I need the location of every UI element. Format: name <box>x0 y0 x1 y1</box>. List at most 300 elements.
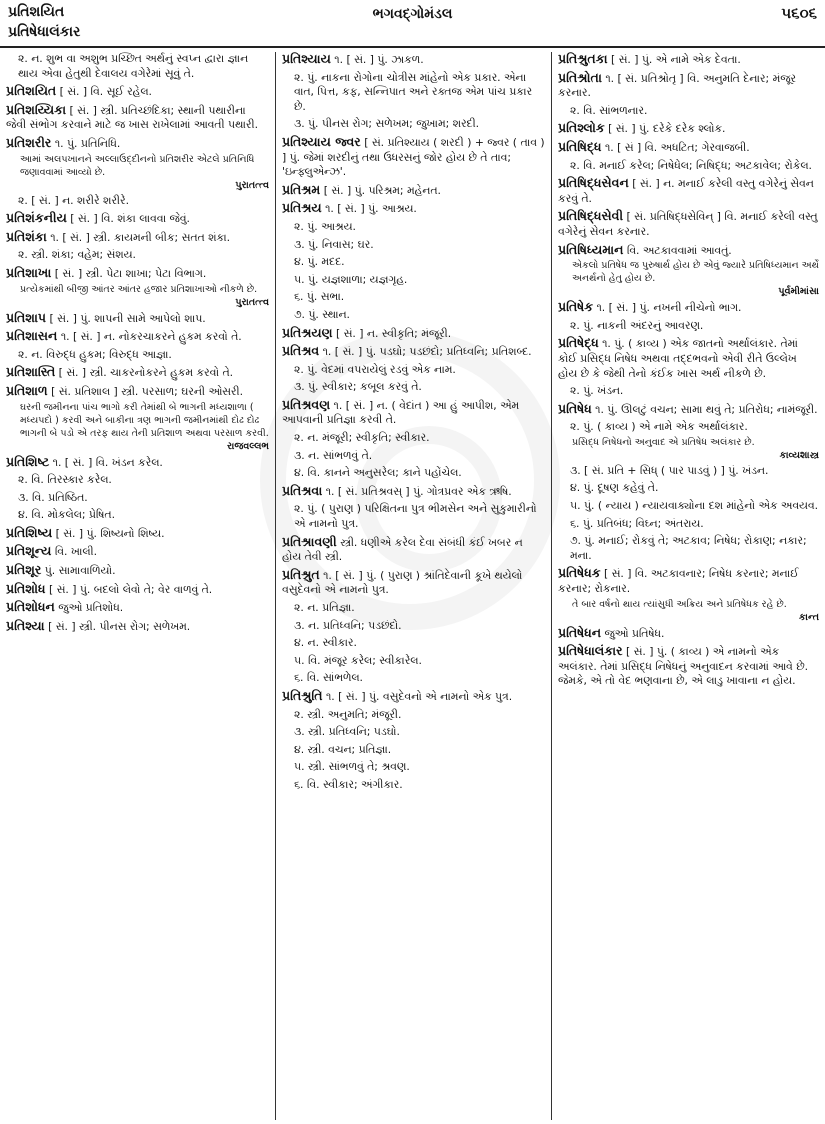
dictionary-entry <box>282 52 545 68</box>
dictionary-entry <box>6 52 269 81</box>
dictionary-entry <box>558 243 819 298</box>
definition-text: ૩. [ સં. પ્રતિ + સિધ્ ( પાર પાડવું ) ] પું. ખંડન. <box>570 463 769 477</box>
definition-text: ૧. [ સં. ] પું. નખની નીચેનો ભાગ. <box>596 301 742 315</box>
entry-definition <box>558 300 819 316</box>
dictionary-entry <box>282 778 545 793</box>
dictionary-entry <box>6 473 269 488</box>
definition-text: સ્ત્રી. ધણીએ કરેલ દેવા સંબંધી કંઈ ખબર ન હોય તેવી સ્ત્રી. <box>282 535 523 564</box>
dictionary-entry <box>558 104 819 119</box>
quotation-source: કાન્ત <box>798 611 819 623</box>
definition-text: ૧. [ સં. પ્રતિશ્રોતૃ ] વિ. અનુમતિ દેનાર; મંજૂર કરનાર. <box>558 71 796 100</box>
entry-definition <box>6 508 269 523</box>
dictionary-entry <box>558 464 819 479</box>
dictionary-entry <box>558 420 819 461</box>
definition-text: ૧. [ સં. પ્રતિશ્રવસ્ ] પું. ગોત્રપ્રવર એક ઋષિ. <box>325 484 512 498</box>
entry-definition <box>6 329 269 345</box>
entry-definition <box>6 103 269 133</box>
definition-text: ૨. પું. નાકની અંદરનું આવરણ. <box>570 318 704 332</box>
definition-text: ૩. સ્ત્રી. પ્રતિધ્વનિ; પડઘો. <box>294 725 400 739</box>
definition-text: ૨. ન. પ્રતિજ્ઞા. <box>294 601 355 614</box>
entry-headword: પ્રતિશ્યા <box>6 617 45 633</box>
dictionary-entry <box>282 636 545 651</box>
definition-text: વિ. અટકાવવામાં આવતું. <box>626 243 732 257</box>
entry-definition <box>6 348 269 363</box>
entry-headword: પ્રતિશ્રવ <box>282 343 320 359</box>
dictionary-entry <box>6 491 269 506</box>
dictionary-entry <box>282 568 545 598</box>
entry-headword: પ્રતિશ્યાય જ્વર <box>282 133 361 149</box>
entry-definition <box>6 473 269 488</box>
dictionary-entry <box>282 290 545 305</box>
definition-text: ૧. [ સં. ] પું. આશ્રય. <box>325 202 417 216</box>
entry-definition <box>282 449 545 464</box>
dictionary-entry <box>558 159 819 174</box>
dictionary-entry <box>282 398 545 428</box>
definition-text: ૫. વિ. મંજૂર કરેલ; સ્વીકારેલ. <box>294 653 422 667</box>
page-header <box>0 0 825 48</box>
dictionary-entry <box>558 176 819 206</box>
dictionary-entry <box>6 230 269 246</box>
definition-text: ૬. પું. સભા. <box>294 290 345 304</box>
entry-definition <box>282 654 545 669</box>
dictionary-entry <box>282 725 545 740</box>
definition-text: [ સં. ] ન. મનાઈ કરેલી વસ્તુ વગેરેનું સેવન કરવું તે. <box>558 177 814 205</box>
dictionary-entry <box>282 308 545 323</box>
entry-definition <box>558 464 819 479</box>
definition-text: ૧. [ સં. ] વિ. ખંડન કરેલ. <box>52 455 163 469</box>
dictionary-entry <box>6 600 269 616</box>
entry-definition <box>6 526 269 542</box>
definition-text: વિ. ખાલી. <box>54 545 98 559</box>
entry-definition <box>282 117 545 132</box>
definition-text: ૫. પું. ( ન્યાય ) ન્યાયવાક્યોના દશ માંહેનો એક અવયવ. <box>570 499 819 513</box>
definition-text: ૨. પું. વેદમાં વપરાયેલું રડવું એક નામ. <box>294 362 456 376</box>
definition-text: ૨. [ સં. ] ન. શરીરે શરીરે. <box>18 193 130 207</box>
entry-definition <box>558 209 819 239</box>
dictionary-entry <box>558 481 819 496</box>
entry-definition <box>6 600 269 616</box>
entry-definition <box>6 230 269 246</box>
dictionary-entry <box>6 329 269 345</box>
entry-definition <box>558 644 819 689</box>
quotation-source: રાજવલ્લભ <box>227 440 269 452</box>
entry-definition <box>558 481 819 496</box>
entry-definition <box>282 466 545 481</box>
entry-headword: પ્રતિષિદ્ધસેવી <box>558 208 624 224</box>
definition-text: ૩. પું. પીનસ રોગ; સળેખમ; જુખામ; શરદી. <box>294 117 480 131</box>
entry-definition <box>6 311 269 327</box>
dictionary-entry <box>6 619 269 635</box>
entry-definition <box>282 363 545 378</box>
dictionary-entry <box>282 344 545 360</box>
dictionary-entry <box>282 466 545 481</box>
entry-definition <box>558 121 819 137</box>
entry-definition <box>6 84 269 100</box>
dictionary-entry <box>6 84 269 100</box>
definition-text: ૪. વિ. મોકલેલ; પ્રેષિત. <box>18 508 116 522</box>
entry-definition <box>558 140 819 156</box>
dictionary-entry <box>282 135 545 180</box>
definition-text: [ સં. પ્રતિશ્યાય ( શરદી ) + જ્વર ( તાવ ) ] પું. જેમાં શરદીનું તથા ઉધરસનું જોર હોય છે તે તાવ; 'ઇન્ફ્લુએન્ઝ'. <box>282 135 545 179</box>
definition-text: [ સં. ] સ્ત્રી. પ્રતિચ્છંદિકા; સ્થાની પથારીના જેવી સંભોગ કરવાને માટે જ ખાસ રાખેલામાં આવતી પથારી. <box>6 103 259 132</box>
entry-quotation: તે બાર વર્ષનો થાય ત્યાંસુધી અક્રિય અને પ્રતિષેધક રહે છે. <box>572 598 787 610</box>
definition-text: ૨. સ્ત્રી. અનુમતિ; મંજૂરી. <box>294 707 402 721</box>
dictionary-entry <box>558 140 819 156</box>
dictionary-entry <box>6 544 269 560</box>
first-guide-word: પ્રતિશયિત <box>8 4 65 20</box>
definition-text: ૨. ન. મંજૂરી; સ્વીકૃતિ; સ્વીકાર. <box>294 431 430 445</box>
entry-definition <box>558 176 819 206</box>
entry-quotation: ઘરની જમીનના પાંચ ભાગો કરી તેમાંથી બે ભાગની મધ્યશાળા ( મધ્યપદો ) કરવી અને બાકીના ત્રણ ભાગની જમીનમાંથી દોઢ દોઢ ભાગની બે પડો એ તરફ થાય તેની પ્રતિશાળ અથવા પરસાળ કરવી. <box>20 401 269 439</box>
entry-definition <box>558 566 819 596</box>
entry-definition <box>282 308 545 323</box>
definition-text: ૨. પું. ( પુરાણ ) પરિક્ષિતના પુત્ર ભીમસેન અને સુકુમારીનો એ નામનો પુત્ર. <box>294 502 537 531</box>
entry-definition <box>282 743 545 758</box>
entry-headword: પ્રતિશ્રવણ <box>282 396 331 412</box>
definition-text: ૪. ન. સ્વીકાર. <box>294 636 357 650</box>
entry-definition <box>282 238 545 253</box>
definition-text: ૧. [ સં. ] સ્ત્રી. કાયમની બીક; સતત શંકા. <box>50 230 231 244</box>
dictionary-entry <box>6 194 269 209</box>
entry-definition <box>282 135 545 180</box>
dictionary-entry <box>282 689 545 705</box>
dictionary-entry <box>6 582 269 598</box>
entry-definition <box>282 708 545 723</box>
dictionary-entry <box>558 300 819 316</box>
dictionary-columns <box>0 52 825 1120</box>
definition-text: ૨. પું. ખંડન. <box>570 384 624 398</box>
definition-text: ૨. વિ. મનાઈ કરેલ; નિષેધેલ; નિષિદ્ધ; અટકાવેલ; રોકેલ. <box>570 158 812 172</box>
definition-text: ૩. વિ. પ્રતિષ્ઠિત. <box>18 490 88 504</box>
entry-definition <box>282 380 545 395</box>
entry-headword: પ્રતિશૂર <box>6 562 42 578</box>
entry-headword: પ્રતિષેધ <box>558 400 592 416</box>
entry-definition <box>282 484 545 500</box>
entry-headword: પ્રતિષેધક <box>558 565 601 581</box>
dictionary-entry <box>282 449 545 464</box>
definition-text: ૨. સ્ત્રી. શંકા; વહેમ; સંશય. <box>18 248 136 262</box>
definition-text: ૨. વિ. સાંભળનાર. <box>570 103 648 117</box>
column-3 <box>551 52 825 1120</box>
dictionary-entry <box>282 760 545 775</box>
entry-definition <box>558 534 819 563</box>
entry-headword: પ્રતિષિધ્યમાન <box>558 241 624 257</box>
definition-text: [ સં. ] પું. ( કાવ્ય ) એ નામનો એક અલંકાર. તેમાં પ્રસિદ્ધ નિષેધનું અનુવાદન કરવામાં આવે છે. જેમકે, એ તો વેદ ભણવાના છે, એ લાડુ ખાવાના ન હોય. <box>558 645 808 688</box>
dictionary-entry <box>282 183 545 199</box>
entry-headword: પ્રતિશરીર <box>6 134 52 150</box>
definition-text: [ સં. ] સ્ત્રી. પેટા શાખા; પેટા વિભાગ. <box>54 266 207 280</box>
entry-definition <box>6 266 269 282</box>
entry-definition <box>6 52 269 81</box>
entry-definition <box>6 619 269 635</box>
definition-text: ૬. પું. પ્રતિબંધ; વિઘ્ન; અંતરાય. <box>570 516 704 530</box>
dictionary-entry <box>282 273 545 288</box>
definition-text: [ સં. પ્રતિષિદ્ધસેવિન્ ] વિ. મનાઈ કરેલી વસ્તુ વગેરેનું સેવન કરનાર. <box>558 210 818 238</box>
entry-definition <box>282 273 545 288</box>
definition-text: ૫. પું. યજ્ઞશાળા; યજ્ઞગૃહ. <box>294 272 408 286</box>
definition-text: જુઓ પ્રતિષેધ. <box>604 626 665 640</box>
definition-text: ૧. [ સં. ] ન. ( વેદાંત ) આ હું આપીશ, એમ આપવાની પ્રતિજ્ઞા કરવી તે. <box>282 398 520 427</box>
entry-headword: પ્રતિશાળ <box>6 382 48 398</box>
entry-definition <box>282 535 545 565</box>
definition-text: ૧. [ સં. ] પું. ઝાકળ. <box>334 53 424 66</box>
definition-text: ૬. વિ. સ્વીકાર; અંગીકાર. <box>294 777 403 791</box>
entry-definition <box>558 336 819 381</box>
definition-text: [ સં. ] પું. શિષ્યનો શિષ્ય. <box>55 526 165 540</box>
definition-text: જુઓ પ્રતિશોધ. <box>58 601 124 615</box>
definition-text: [ સં. ] સ્ત્રી. પીનસ રોગ; સળેખમ. <box>48 619 191 633</box>
dictionary-entry <box>558 336 819 381</box>
dictionary-entry <box>558 626 819 642</box>
dictionary-entry <box>558 499 819 514</box>
entry-definition <box>282 183 545 199</box>
definition-text: ૧. [ સં. ] પું. ( પુરાણ ) શ્રાંતિદેવાની કૂખે થયેલો વસુદેવનો એ નામનો પુત્ર. <box>282 568 523 597</box>
dictionary-entry <box>6 508 269 523</box>
entry-headword: પ્રતિશિષ્ય <box>6 524 53 540</box>
entry-definition <box>282 568 545 598</box>
entry-headword: પ્રતિશ્રુતિ <box>282 687 323 703</box>
entry-quotation: એકલો પ્રતિષેધ જ પુરુષાર્થ હોય છે એવું જ્યારે પ્રતિષિધ્યમાન અર્થે અનર્થનો હેતુ હોય છે. <box>572 260 819 285</box>
definition-text: ૫. સ્ત્રી. સાંભળવું તે; શ્રવણ. <box>294 760 410 774</box>
entry-headword: પ્રતિશાખા <box>6 264 52 280</box>
entry-definition <box>282 689 545 705</box>
page-number: ૫૬૦૬ <box>781 4 817 22</box>
entry-headword: પ્રતિષિદ્ધસેવન <box>558 175 629 191</box>
entry-quotation: આમાં અલપખાનને અલ્લાઉદ્દીનનો પ્રતિશરીર એટલે પ્રતિનિધિ જણાવવામાં આવ્યો છે. <box>20 153 255 178</box>
entry-headword: પ્રતિષેક <box>558 299 594 315</box>
dictionary-entry <box>282 220 545 235</box>
dictionary-entry <box>558 209 819 239</box>
entry-definition <box>6 491 269 506</box>
definition-text: ૭. પું. મનાઈ; રોકવું તે; અટકાવ; નિષેધ; રોકાણ; નકાર; મના. <box>570 534 807 562</box>
dictionary-entry <box>6 526 269 542</box>
definition-text: ૧. પું. ઊલટું વચન; સામા થવું તે; પ્રતિરોધ; નામંજૂરી. <box>595 402 818 416</box>
entry-definition <box>282 220 545 235</box>
dictionary-entry <box>282 255 545 270</box>
entry-headword: પ્રતિશોધન <box>6 599 55 615</box>
dictionary-entry <box>282 117 545 132</box>
dictionary-entry <box>558 566 819 622</box>
entry-definition <box>282 71 545 115</box>
entry-quotation: પ્રત્યેકમાંથી બીજી આંતર આંતર હજાર પ્રતિશાખાઓ નીકળે છે. <box>20 283 258 295</box>
entry-headword: પ્રતિશ્રયણ <box>282 324 333 340</box>
definition-text: ૧. પું. પ્રતિનિધિ. <box>54 136 121 150</box>
entry-headword: પ્રતિષેધાલંકાર <box>558 643 623 659</box>
definition-text: [ સં. પ્રતિશાલ ] સ્ત્રી. પરસાળ; ઘરની ઓસરી. <box>51 384 244 398</box>
dictionary-entry <box>282 71 545 115</box>
definition-text: ૧. [ સં. ] પું. વસુદેવનો એ નામનો એક પુત્ર. <box>325 689 513 703</box>
dictionary-entry <box>6 563 269 579</box>
quotation-source: પુરાતત્ત્વ <box>235 179 269 191</box>
entry-definition <box>282 431 545 446</box>
entry-headword: પ્રતિશ્રય <box>282 200 322 216</box>
dictionary-entry <box>6 348 269 363</box>
entry-definition <box>282 52 545 68</box>
entry-definition <box>558 499 819 514</box>
definition-text: ૪. સ્ત્રી. વચન; પ્રતિજ્ઞા. <box>294 742 392 756</box>
entry-headword: પ્રતિષેદ્ધ <box>558 335 599 351</box>
definition-text: [ સં. ] પું. બદલો લેવો તે; વેર વાળવું તે. <box>48 582 213 596</box>
definition-text: ૪. પું. મદદ. <box>294 255 345 269</box>
definition-text: ૩. ન. સાંભળવું તે. <box>294 448 373 462</box>
entry-definition <box>6 365 269 381</box>
entry-definition <box>558 402 819 418</box>
definition-text: ૨. પું. નાકના રોગોના ચોત્રીસ માંહેનો એક પ્રકાર. એના વાત, પિત્ત, કફ, સન્નિપાત અને રક્તજ એમ પાંચ પ્રકાર છે. <box>294 70 533 113</box>
definition-text: ૩. પું. સ્વીકાર; કબૂલ કરવું તે. <box>294 380 422 394</box>
entry-definition <box>282 290 545 305</box>
definition-text: ૨. પું. આશ્રય. <box>294 219 356 233</box>
entry-definition <box>282 671 545 686</box>
definition-text: ૪. પું. દૂષણ કહેવું તે. <box>570 481 659 495</box>
dictionary-entry <box>558 534 819 563</box>
dictionary-entry <box>282 238 545 253</box>
entry-definition <box>558 104 819 119</box>
entry-definition <box>6 563 269 579</box>
dictionary-entry <box>558 517 819 532</box>
column-2 <box>275 52 551 1120</box>
definition-text: [ સં. ] વિ. શંકા લાવવા જેવું. <box>70 212 190 226</box>
definition-text: [ સં. ] પું. પરિશ્રમ; મહેનત. <box>323 183 441 197</box>
dictionary-entry <box>558 644 819 689</box>
entry-definition <box>558 517 819 532</box>
dictionary-entry <box>558 319 819 334</box>
dictionary-entry <box>6 248 269 263</box>
entry-headword: પ્રતિશ્રમ <box>282 181 321 197</box>
entry-definition <box>282 619 545 634</box>
definition-text: [ સં. ] પું. દરેકે દરેક શ્લોક. <box>608 122 726 136</box>
entry-headword: પ્રતિશંકા <box>6 228 47 244</box>
entry-definition <box>558 384 819 399</box>
dictionary-entry <box>282 619 545 634</box>
dictionary-entry <box>282 502 545 531</box>
dictionary-entry <box>558 384 819 399</box>
definition-text: પું. સામાવાળિયો. <box>44 564 116 578</box>
dictionary-entry <box>558 71 819 101</box>
entry-headword: પ્રતિશાસ્તિ <box>6 364 56 380</box>
entry-headword: પ્રતિશૂન્ય <box>6 543 52 559</box>
definition-text: ૩. પું. નિવાસ; ઘર. <box>294 237 374 251</box>
definition-text: [ સં. ] વિ. સૂઈ રહેલ. <box>59 85 152 99</box>
quotation-source: કાવ્યશાસ્ત્ર <box>779 449 819 461</box>
definition-text: ૧. [ સં. ] ન. નોકરચાકરને હુકમ કરવો તે. <box>60 330 242 344</box>
dictionary-entry <box>282 363 545 378</box>
entry-headword: પ્રતિશોધ <box>6 580 46 596</box>
entry-definition <box>282 502 545 531</box>
dictionary-entry <box>6 455 269 471</box>
dictionary-entry <box>282 431 545 446</box>
entry-definition <box>282 201 545 217</box>
definition-text: [ સં. ] પું. એ નામે એક દેવતા. <box>611 53 741 66</box>
dictionary-entry <box>282 380 545 395</box>
dictionary-entry <box>6 136 269 191</box>
dictionary-entry <box>282 654 545 669</box>
definition-text: [ સં. ] ન. સ્વીકૃતિ; મંજૂરી. <box>336 326 452 340</box>
dictionary-entry <box>282 201 545 217</box>
definition-text: ૬. વિ. સાંભળેલ. <box>294 671 363 685</box>
entry-headword: પ્રતિષિદ્ધ <box>558 138 602 154</box>
dictionary-entry <box>282 326 545 342</box>
dictionary-entry <box>6 103 269 133</box>
definition-text: [ સં. ] સ્ત્રી. ચાકરનોકરને હુકમ કરવો તે. <box>58 366 234 380</box>
dictionary-entry <box>6 365 269 381</box>
definition-text: ૧. [ સં. ] પું. પડઘો; પડછંદો; પ્રતિધ્વનિ; પ્રતિશબ્દ. <box>322 345 532 359</box>
entry-definition <box>282 326 545 342</box>
entry-definition <box>558 626 819 642</box>
entry-definition <box>282 601 545 616</box>
quotation-source: પૂર્વમીમાંસા <box>778 286 819 298</box>
dictionary-entry <box>282 743 545 758</box>
entry-definition <box>6 248 269 263</box>
entry-headword: પ્રતિશ્રવા <box>282 482 323 498</box>
entry-headword: પ્રતિશાપ <box>6 309 47 325</box>
definition-text: ૧. [ સં ] વિ. અધટિત; ગેરવાજબી. <box>604 140 750 154</box>
entry-definition <box>558 243 819 259</box>
definition-text: ૨. ન. વિરુદ્ધ હુકમ; વિરુદ્ધ આજ્ઞા. <box>18 347 172 361</box>
entry-definition <box>6 136 269 152</box>
dictionary-entry <box>282 484 545 500</box>
entry-definition <box>558 159 819 174</box>
entry-definition <box>282 398 545 428</box>
dictionary-entry <box>558 121 819 137</box>
entry-headword: પ્રતિશિષ્ટ <box>6 453 50 469</box>
dictionary-entry <box>6 211 269 227</box>
entry-definition <box>6 194 269 209</box>
dictionary-entry <box>282 708 545 723</box>
definition-text: ૧. પું. ( કાવ્ય ) એક જાતનો અર્થાલંકાર. તેમાં કોઈ પ્રસિદ્ધ નિષેધ અથવા તદ્દભવનો એવી રીતે ઉલ્લેખ હોય છે કે જેથી તેનો કંઈક ખાસ અર્થ નીકળે છે. <box>558 337 798 380</box>
entry-headword: પ્રતિશ્રોતા <box>558 69 602 85</box>
entry-definition <box>282 725 545 740</box>
dictionary-entry <box>282 535 545 565</box>
entry-definition <box>282 778 545 793</box>
definition-text: [ સં. ] પું. શાપની સામે આપેલો શાપ. <box>49 311 206 325</box>
definition-text: ૨. વિ. તિરસ્કાર કરેલ. <box>18 473 112 487</box>
entry-definition <box>6 455 269 471</box>
last-guide-word: પ્રતિષેધાલંકાર <box>8 24 81 40</box>
entry-definition <box>282 344 545 360</box>
quotation-source: પુરાતત્ત્વ <box>235 296 269 308</box>
dictionary-entry <box>282 601 545 616</box>
entry-headword: પ્રતિશંકનીય <box>6 210 67 226</box>
dictionary-entry <box>6 266 269 308</box>
entry-headword: પ્રતિષેધન <box>558 624 602 640</box>
entry-headword: પ્રતિશ્રુત <box>282 566 320 582</box>
entry-headword: પ્રતિશાસન <box>6 328 58 344</box>
dictionary-entry <box>282 671 545 686</box>
definition-text: ૭. પું. સ્થાન. <box>294 307 350 321</box>
column-1 <box>0 52 275 1120</box>
dictionary-entry <box>6 384 269 452</box>
entry-definition <box>282 760 545 775</box>
entry-definition <box>282 636 545 651</box>
definition-text: [ સં. ] વિ. અટકાવનાર; નિષેધ કરનાર; મનાઈ કરનાર; રોકનાર. <box>558 567 799 596</box>
dictionary-entry <box>558 52 819 68</box>
entry-definition <box>6 211 269 227</box>
definition-text: ૨. ન. શુભ વા અશુભ પ્રચ્છિત અર્થનું સ્વપ્ન દ્વારા જ્ઞાન થાય એવા હેતુથી દેવાલય વગેરેમાં સૂવું તે. <box>18 52 249 80</box>
entry-headword: પ્રતિશયિત <box>6 83 57 99</box>
entry-definition <box>6 582 269 598</box>
entry-headword: પ્રતિશ્યાય <box>282 52 331 66</box>
entry-headword: પ્રતિશય્યિકા <box>6 101 67 117</box>
entry-definition <box>558 319 819 334</box>
entry-headword: પ્રતિશ્રુતકા <box>558 52 608 66</box>
entry-definition <box>558 52 819 68</box>
book-title: ભગવદ્ગોમંડલ <box>372 6 453 22</box>
entry-headword: પ્રતિશ્રાવણી <box>282 533 337 549</box>
definition-text: ૩. ન. પ્રતિધ્વનિ; પડછંદો. <box>294 618 402 632</box>
entry-definition <box>6 544 269 560</box>
definition-text: ૪. વિ. કાનને અનુસરેલ; કાને પહોંચેલ. <box>294 466 462 480</box>
definition-text: ૨. પું. ( કાવ્ય ) એ નામે એક અર્થાલંકાર. <box>570 420 748 434</box>
